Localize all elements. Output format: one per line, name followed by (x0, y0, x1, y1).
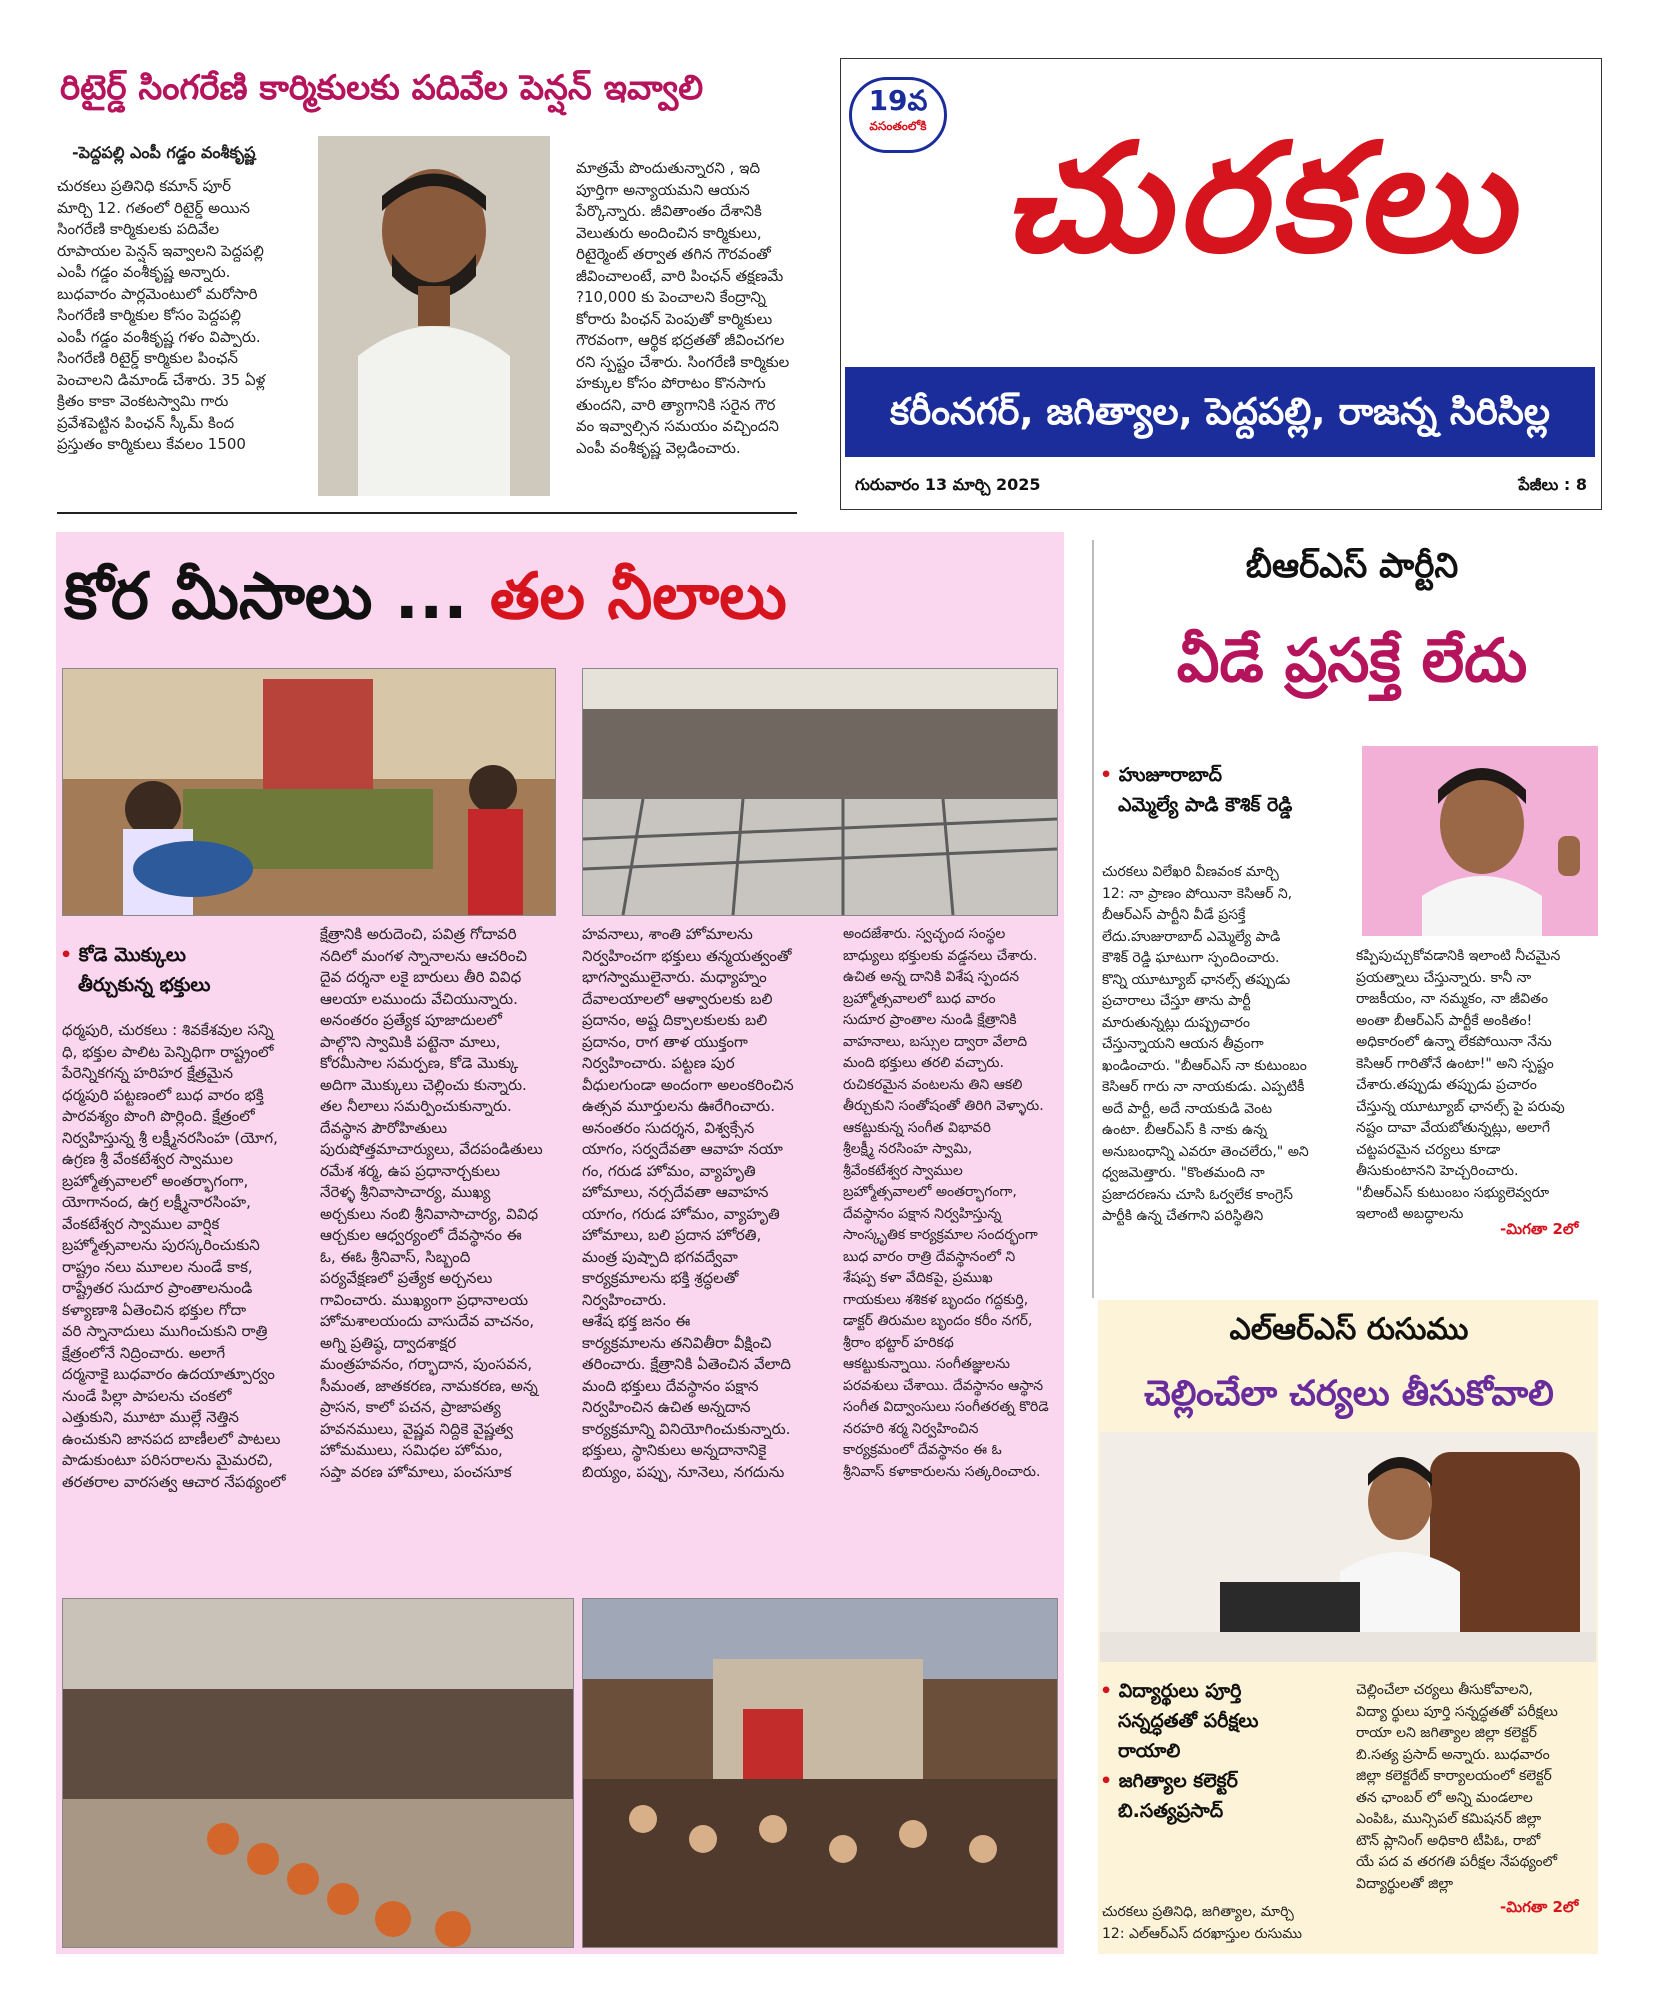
lrs-bullet1-line1: విద్యార్థులు పూర్తి (1118, 1680, 1242, 1702)
main-photo-caption: • కోడె మొక్కులు తీర్చుకున్న భక్తులు (60, 940, 260, 1000)
issue-date: గురువారం 13 మార్చి 2025 (855, 475, 1041, 494)
lrs-column-2: చెల్లించేలా చర్యలు తీసుకోవాలని, విద్యా ర్థులు పూర్తి సన్నద్ధతతో పరీక్షలు రాయా లని జగిత్యాల జిల్లా కలెక్టర్ బి.సత్య ప్రసాద్ అన్నారు. బుధవారం జిల్లా కలెక్టరేట్ కార్యాలయంలో కలెక్టర్ తన ఛాంబర్ లో అన్ని మండలాల ఎంపిఓ, మున్సిపల్ కమిషనర్ జిల్లా టౌన్ ప్లానింగ్ అధికారి టీపిఓ, రాబో యే పద వ తరగతి పరీక్షల నేపథ్యంలో విద్యార్థులతో జిల్లా (1356, 1682, 1558, 1892)
lrs-column-1: చురకలు ప్రతినిధి, జగిత్యాల, మార్చి 12: ఎల్ఆర్ఎస్ దరఖాస్తుల రుసుము (1102, 1904, 1302, 1942)
brs-kicker: బీఆర్ఎస్ పార్టీని (1245, 546, 1459, 586)
anniversary-badge (849, 77, 947, 153)
headline-red-part: తల నీలాలు (489, 560, 787, 634)
brs-left-rule (1092, 540, 1094, 1298)
masthead-title: చురకలు (1003, 112, 1519, 286)
main-story-column-3: హవనాలు, శాంతి హోమాలను నిర్వహించగా భక్తులు తన్మయత్వంతో భాగస్వాములైనారు. మధ్యాహ్నం దేవాలయాలలో ఆళ్వారులకు బలి ప్రదానం, అష్ట దిక్పాలకులకు బలి ప్రదానం, రాగ తాళ యుక్తంగా నిర్వహించారు. పట్టణ పుర వీధులగుండా అందంగా అలంకరించిన ఉత్సవ మూర్తులను ఊరేగించారు. అనంతరం సుదర్శన, విశ్వక్సేన యాగం, సర్వదేవతా ఆవాహ నయా గం, గరుడ హోమం, వ్యాహృతి హోమాలు, నర్సదేవతా ఆవాహన యాగం, గరుడ హోమం, వ్యాహృతి హోమాలు, బలి ప్రదాన హోరతి, మంత్ర పుష్పాది భగవద్వేవా కార్యక్రమాలను భక్తి శ్రద్ధలతో నిర్వహించారు. ఆశేష భక్త జనం ఈ కార్యక్రమాలను తనివితీరా వీక్షించి తరించారు. క్షేత్రానికి ఏతెంచిన వేలాది మంది భక్తులు దేవస్థానం పక్షాన నిర్వహించిన ఉచిత అన్నదాన కార్యక్రమాన్ని వినియోగించుకున్నారు. భక్తులు, స్థానికులు అన్నదానానికై బియ్యం, పప్పు, నూనెలు, నగదును (582, 925, 794, 1481)
brs-caption-line1: హుజూరాబాద్ (1118, 764, 1222, 786)
main-story-column-1: ధర్మపురి, చురకలు : శివకేశవుల సన్ని ధి, భక్తుల పాలిట పెన్నిధిగా రాష్ట్రంలో పేరెన్నికగన్న హరిహర క్షేత్రమైన ధర్మపురి పట్టణంలో బుధ వారం భక్తి పారవశ్యం పొంగి పొర్లింది. క్షేత్రంలో నిర్వహిస్తున్న శ్రీ లక్ష్మీనరసింహ (యోగ, ఉగ్రణ శ్రీ వేంకటేశ్వర స్వాముల బ్రహ్మోత్సవాలలో అంతర్భాగంగా, యోగానంద, ఉగ్ర లక్ష్మీనారసింహ, వేంకటేశ్వర స్వాముల వార్షిక బ్రహ్మోత్సవాలను పురస్కరించుకుని రాష్ట్రం నలు మూలల నుండే కాక, రాష్ట్రేతర సుదూర ప్రాంతాలనుండి కళ్యాణాశి ఏతెంచిన భక్తుల గోదా వరి స్నానాదులు ముగించుకుని రాత్రి క్షేత్రంలోనే నిద్రించారు. అలాగే దర్మనాకై బుధవారం ఉదయాత్పూర్వం నుండే పిల్లా పాపలను చంకలో ఎత్తుకుని, మూటా ముల్లే నెత్తిన ఉంచుకుని జానపద బాణీలలో పాటలు పాడుకుంటూ పరిసరాలను మైమరచి, తరతరాల వారసత్వ ఆచార నేపథ్యంలో (62, 1021, 286, 1491)
temple-queue-photo (582, 668, 1058, 916)
main-caption-line1: కోడె మొక్కులు (78, 944, 186, 966)
top-story-headline: రిటైర్డ్ సింగరేణి కార్మికులకు పదివేల పెన్షన్ ఇవ్వాలి (60, 68, 704, 108)
crowd-temple-photo (582, 1598, 1058, 1948)
brs-column-1: చురకలు విలేఖరి వీణవంక మార్చి 12: నా ప్రాణం పోయినా కెసిఆర్ ని, బీఆర్ఎస్ పార్టీని వీడే ప్రసక్తే లేదు.హుజురాబాద్ ఎమ్మెల్యే పాడి కౌశిక్ రెడ్డి ఘాటుగా స్పందించారు. కొన్ని యూట్యూబ్ ఛానల్స్ తప్పుడు ప్రచారాలు చేస్తూ తాను పార్టీ మారుతున్నట్లు దుష్ప్రచారం చేస్తున్నాయని ఆయన తీవ్రంగా ఖండించారు. "బీఆర్ఎస్ నా కుటుంబం కెసిఆర్ గారు నా నాయకుడు. ఎప్పటికీ అదే పార్టీ, అదే నాయకుడి వెంట ఉంటా. బీఆర్ఎస్ కి నాకు ఉన్న అనుబంధాన్ని ఎవరూ తెంచలేరు," అని ధ్వజమెత్తారు. "కొంతమంది నా ప్రజాదరణను చూసి ఓర్వలేక కాంగ్రెస్ పార్టీకి ఉన్న చేతగాని పరిస్థితిని (1102, 864, 1309, 1224)
lrs-bullet1-line2: సన్నద్ధతతో పరీక్షలు (1118, 1710, 1259, 1732)
top-story-column-2: మాత్రమే పొందుతున్నారని , ఇది పూర్తిగా అన్యాయమని ఆయన పేర్కొన్నారు. జీవితాంతం దేశానికి వెలుతురు అందించిన కార్మికులు, రిటైర్మెంట్ తర్వాత తగిన గౌరవంతో జీవించాలంటే, వారి పింఛన్ తక్షణమే ?10,000 కు పెంచాలని కేంద్రాన్ని కోరారు పింఛన్ పెంపుతో కార్మికులు గౌరవంగా, ఆర్థిక భద్రతతో జీవించగల రని స్పష్టం చేశారు. సింగరేణి కార్మికుల హక్కుల కోసం పోరాటం కొనసాగు తుందని, వారి త్యాగానికి సరైన గౌర వం ఇవ్వాల్సిన సమయం వచ్చిందని ఎంపీ వంశీకృష్ణ వెల్లడించారు. (576, 159, 790, 457)
top-story-column-1: చురకలు ప్రతినిధి కమాన్ పూర్ మార్చి 12. గతంలో రిటైర్డ్ అయిన సింగరేణి కార్మికులకు పదివేల రూపాయల పెన్షన్ ఇవ్వాలని పెద్దపల్లి ఎంపీ గడ్డం వంశీకృష్ణ అన్నారు. బుధవారం పార్లమెంటులో మరోసారి సింగరేణి కార్మికుల కోసం పెద్దపల్లి ఎంపీ గడ్డం వంశీకృష్ణ గళం విప్పారు. సింగరేణి రిటైర్డ్ కార్మికుల పింఛన్ పెంచాలని డిమాండ్ చేశారు. 35 ఏళ్ల క్రితం కాకా వెంకటస్వామి గారు ప్రవేశపెట్టిన పింఛన్ స్కీమ్ కింద ప్రస్తుతం కార్మికులు కేవలం 1500 (57, 177, 266, 453)
main-story-column-2: క్షేత్రానికి అరుదెంచి, పవిత్ర గోదావరి నదిలో మంగళ స్నానాలను ఆచరించి దైవ దర్శనా లకై బారులు తీరి వివిధ ఆలయా లముందు వేచియున్నారు. అనంతరం ప్రత్యేక పూజాదులలో పాల్గొని స్వామికి పట్టెనా మాలు, కోరమీసాల సమర్పణ, కోడె మొక్కు అదిగా మొక్కులు చెల్లించు కున్నారు. తల నీలాలు సమర్పించుకున్నారు. దేవస్థాన పౌరోహితులు పురుషోత్తమాచార్యులు, వేదపండితులు రమేశ శర్మ, ఉప ప్రధానార్చకులు నేరెళ్ళ శ్రీనివాసాచార్య, ముఖ్య అర్చకులు నంబి శ్రీనివాసాచార్య, వివిధ ఆర్చకుల ఆధ్వర్యంలో దేవస్థానం ఈ ఓ, ఈఓ శ్రీనివాస్, సిబ్బంది పర్యవేక్షణలో ప్రత్యేక అర్చనలు గావించారు. ముఖ్యంగా ప్రధానాలయ హోమశాలయందు వాసుదేవ వాచనం, అగ్ని ప్రతిష్ఠ, ద్వాదశాక్షర మంత్రహవనం, గర్భాదాన, పుంసవన, సీమంత, జాతకరణ, నామకరణ, అన్న ప్రాసన, కాలో పచన, ప్రాజాపత్య హవనములు, వైష్ణవ నిద్దికె వైష్ణత్వ హోమములు, సమిధల హోమం, సప్తా వరణ హోమాలు, పంచసూక (320, 925, 543, 1481)
lrs-continued-label: -మిగతా 2లో (1500, 1898, 1579, 1916)
main-story-headline (64, 554, 1054, 640)
anniversary-number: 19వ (868, 84, 928, 117)
masthead (840, 58, 1602, 510)
lrs-bullet1-line3: రాయాలి (1118, 1740, 1181, 1762)
collector-photo (1100, 1432, 1596, 1662)
page-count: పేజీలు : 8 (1518, 475, 1587, 494)
brs-column-2: కప్పిపుచ్చుకోవడానికి ఇలాంటి నీచమైన ప్రయత్నాలు చేస్తున్నారు. కానీ నా రాజకీయం, నా నమ్మకం, నా జీవితం అంతా బీఆర్ఎస్ పార్టీకే అంకితం! అధికారంలో ఉన్నా లేకపోయినా నేను కెసిఆర్ గారితోనే ఉంటా!" అని స్పష్టం చేశారు.తప్పుడు తప్పుడు ప్రచారం చేస్తున్న యూట్యూబ్ ఛానల్స్ పై పరువు నష్టం దావా వేయబోతున్నట్లు, అలాగే చట్టపరమైన చర్యలు కూడా తీసుకుంటానని హెచ్చరించారు. "బీఆర్ఎస్ కుటుంబం సభ్యులెవ్వరూ ఇలాంటి అబద్ధాలను (1356, 948, 1565, 1222)
mp-vamsikrishna-photo (318, 136, 550, 496)
devotees-hall-photo (62, 1598, 574, 1948)
lrs-headline: చెల్లించేలా చర్యలు తీసుకోవాలి (1144, 1374, 1554, 1414)
top-divider (57, 512, 797, 514)
mla-kaushik-reddy-photo (1362, 746, 1598, 936)
main-caption-line2: తీర్చుకున్న భక్తులు (78, 974, 211, 996)
lrs-caption: • విద్యార్థులు పూర్తి సన్నద్ధతతో పరీక్షలు రాయాలి • జగిత్యాల కలెక్టర్ బి.సత్యప్రసాద్ (1100, 1676, 1360, 1826)
main-story-column-4: అందజేశారు. స్వచ్ఛంద సంస్థల బాధ్యులు భక్తులకు వడ్డనలు చేశారు. ఉచిత అన్న దానికి విశేష స్పందన బ్రహ్మోత్సవాలలో బుధ వారం సుదూర ప్రాంతాల నుండి క్షేత్రానికి వాహనాలు, బస్సుల ద్వారా వేలాది మంది భక్తులు తరలి వచ్చారు. రుచికరమైన వంటలను తిని ఆకలి తీర్చుకుని సంతోషంతో తిరిగి వెళ్ళారు. ఆకట్టుకున్న సంగీత విభావరి శ్రీలక్ష్మీ నరసింహ స్వామి, శ్రీవేంకటేశ్వర స్వాముల బ్రహ్మోత్సవాలలో అంతర్భాగంగా, దేవస్థానం పక్షాన నిర్వహిస్తున్న సాంస్కృతిక కార్యక్రమాల సందర్భంగా బుధ వారం రాత్రి దేవస్థానంలో ని శేషప్ప కళా వేదికపై, ప్రముఖ గాయకులు శశికళ బృందం గద్దకుర్తి, డాక్టర్ తిరుమల బృందం కరీం నగర్, శ్రీరాం భట్టార్ హరికథ ఆకట్టుకున్నాయి. సంగీతజ్ఞులను పరవశులు చేశాయి. దేవస్థానం ఆస్థాన సంగీత విద్వాంసులు సంగీతరత్న కొరిడె నరహరి శర్మ నిర్వహించిన కార్యక్రమంలో దేవస్థానం ఈ ఓ శ్రీనివాస్ కళాకారులను సత్కరించారు. (843, 926, 1049, 1480)
anniversary-text: వసంతంలోకి (869, 119, 927, 133)
top-story-byline: -పెద్దపల్లి ఎంపీ గడ్డం వంశీకృష్ణ (72, 143, 256, 162)
brs-continued-label: -మిగతా 2లో (1500, 1220, 1579, 1238)
brs-headline: వీడే ప్రసక్తే లేదు (1176, 626, 1528, 696)
lrs-kicker: ఎల్ఆర్ఎస్ రుసుము (1229, 1312, 1469, 1347)
ritual-photo (62, 668, 556, 916)
brs-photo-caption: • హుజూరాబాద్ ఎమ్మెల్యే పాడి కౌశిక్ రెడ్డి (1100, 760, 1360, 820)
lrs-bullet2-line2: బి.సత్యప్రసాద్ (1118, 1800, 1224, 1822)
district-banner: కరీంనగర్, జగిత్యాల, పెద్దపల్లి, రాజన్న సిరిసిల్ల (845, 367, 1595, 457)
lrs-bullet2-line1: జగిత్యాల కలెక్టర్ (1118, 1770, 1238, 1792)
headline-black-part: కోర మీసాలు ... (64, 560, 490, 634)
brs-caption-line2: ఎమ్మెల్యే పాడి కౌశిక్ రెడ్డి (1118, 794, 1293, 816)
